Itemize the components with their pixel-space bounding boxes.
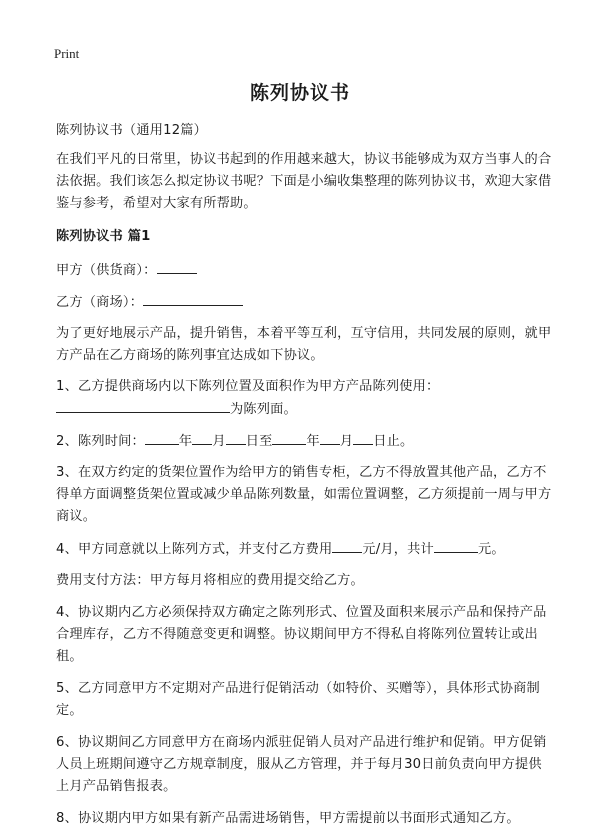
clause-1-suffix: 为陈列面。 [230, 402, 297, 417]
preamble-paragraph: 为了更好地展示产品，提升销售，本着平等互利，互守信用，共同发展的原则，就甲方产品在乙方商场的陈列事宜达成如下协议。 [56, 326, 552, 363]
subtitle: 陈列协议书（通用12篇） [56, 123, 208, 138]
end-day-blank [353, 430, 373, 445]
year-label: 年 [306, 434, 320, 449]
end-year-blank [272, 430, 306, 445]
clause-4-text: 4、甲方同意就以上陈列方式，并支付乙方费用 [56, 542, 333, 557]
document-title: 陈列协议书 [249, 82, 350, 104]
document-body [56, 120, 552, 830]
party-a-blank [157, 259, 197, 274]
intro-paragraph: 在我们平凡的日常里，协议书起到的作用越来越大，协议书能够成为双方当事人的合法依据。我们该怎么拟定协议书呢？下面是小编收集整理的陈列协议书，欢迎大家借鉴与参考，希望对大家有所帮助。 [56, 152, 552, 211]
start-day-blank [226, 430, 246, 445]
day-to-label: 日至 [245, 434, 273, 449]
end-month-blank [320, 430, 340, 445]
clause-4 [56, 538, 552, 561]
clause-2-label: 2、陈列时间： [56, 434, 145, 449]
clause-2 [56, 430, 552, 453]
clause-4-mid: 元/月，共计 [362, 542, 434, 557]
print-link[interactable]: Print [54, 46, 80, 61]
clause-4b: 4、协议期内乙方必须保持双方确定之陈列形式、位置及面积来展示产品和保持产品合理库存，乙方不得随意变更和调整。协议期间甲方不得私自将陈列位置转让或出租。 [56, 605, 547, 664]
total-fee-blank [434, 538, 478, 553]
clause-6: 6、协议期间乙方同意甲方在商场内派驻促销人员对产品进行维护和促销。甲方促销人员上班期间遵守乙方规章制度，服从乙方管理，并于每月30日前负责向甲方提供上月产品销售报表。 [56, 735, 547, 794]
start-month-blank [192, 430, 212, 445]
party-b-line [56, 291, 552, 314]
clause-5: 5、乙方同意甲方不定期对产品进行促销活动（如特价、买赠等），具体形式协商制定。 [56, 681, 540, 718]
party-b-blank [143, 291, 243, 306]
clause-1-text: 1、乙方提供商场内以下陈列位置及面积作为甲方产品陈列使用： [56, 379, 440, 394]
clause-4-end: 元。 [477, 542, 505, 557]
start-year-blank [145, 430, 179, 445]
party-a-line [56, 259, 552, 282]
month-label: 月 [339, 434, 354, 449]
month-label: 月 [212, 434, 226, 449]
clause-1-blank [56, 398, 230, 413]
clause-3: 3、在双方约定的货架位置作为给甲方的销售专柜，乙方不得放置其他产品，乙方不得单方面调整货架位置或减少单品陈列数量，如需位置调整，乙方须提前一周与甲方商议。 [56, 465, 552, 524]
payment-method: 费用支付方法：甲方每月将相应的费用提交给乙方。 [56, 573, 364, 588]
party-b-label: 乙方（商场）： [56, 295, 144, 310]
year-label: 年 [178, 434, 193, 449]
clause-1 [56, 376, 552, 421]
monthly-fee-blank [332, 538, 362, 553]
day-end-label: 日止。 [373, 434, 414, 449]
party-a-label: 甲方（供货商）： [56, 263, 157, 278]
section-heading: 陈列协议书 篇1 [56, 229, 151, 244]
clause-8: 8、协议期内甲方如果有新产品需进场销售，甲方需提前以书面形式通知乙方。 [56, 811, 520, 826]
